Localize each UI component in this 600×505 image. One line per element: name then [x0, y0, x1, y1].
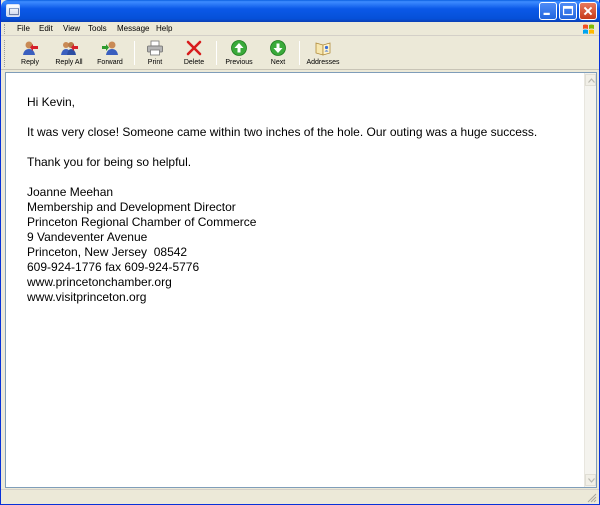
signature-title: Membership and Development Director [27, 200, 236, 214]
signature-website-link[interactable]: www.visitprinceton.org [27, 290, 147, 304]
message-body [27, 95, 567, 305]
chevron-down-icon [588, 478, 595, 483]
windows-logo-icon [582, 23, 595, 36]
menu-bar [1, 22, 599, 36]
menu-view[interactable]: View [63, 24, 81, 33]
signature-website-link[interactable]: www.princetonchamber.org [27, 275, 172, 289]
message-paragraph: Thank you for being so helpful. [27, 155, 192, 169]
reply-icon [21, 40, 39, 56]
signature-name: Joanne Meehan [27, 185, 114, 199]
title-bar[interactable] [1, 0, 600, 22]
toolbar-grip[interactable] [4, 40, 7, 67]
reply-all-button[interactable] [54, 38, 84, 68]
vertical-scrollbar[interactable] [584, 73, 596, 487]
addresses-button[interactable] [307, 38, 339, 68]
down-arrow-icon [269, 40, 287, 56]
greeting: Hi Kevin, [27, 95, 76, 109]
menu-file[interactable]: File [17, 24, 30, 33]
status-bar [1, 489, 599, 504]
toolbar-separator [299, 41, 300, 65]
resize-grip-icon[interactable] [586, 492, 597, 503]
menu-grip[interactable] [4, 24, 7, 34]
printer-icon [146, 40, 164, 56]
maximize-icon [560, 3, 576, 19]
menu-tools[interactable]: Tools [88, 24, 107, 33]
reply-all-icon [60, 40, 78, 56]
address-book-icon [314, 40, 332, 56]
up-arrow-icon [230, 40, 248, 56]
window-controls [539, 2, 597, 20]
close-button[interactable] [579, 2, 597, 20]
menu-message[interactable]: Message [117, 24, 150, 33]
maximize-button[interactable] [559, 2, 577, 20]
forward-button[interactable] [95, 38, 125, 68]
toolbar [1, 37, 599, 70]
next-button[interactable] [265, 38, 291, 68]
previous-label: Previous [225, 59, 253, 66]
delete-label: Delete [183, 59, 205, 66]
menu-edit[interactable]: Edit [39, 24, 53, 33]
previous-button[interactable] [224, 38, 254, 68]
signature-phone: 609-924-1776 fax 609-924-5776 [27, 260, 200, 274]
reply-all-label: Reply All [55, 59, 83, 66]
message-paragraph: It was very close! Someone came within two inches of the hole. Our outing was a huge success. [27, 125, 538, 139]
print-label: Print [147, 59, 163, 66]
close-icon [580, 3, 596, 19]
delete-icon [185, 40, 203, 56]
signature-organization: Princeton Regional Chamber of Commerce [27, 215, 257, 229]
scroll-up-button[interactable] [585, 74, 596, 86]
signature-street: 9 Vandeventer Avenue [27, 230, 148, 244]
minimize-button[interactable] [539, 2, 557, 20]
toolbar-separator [216, 41, 217, 65]
mail-app-icon[interactable] [6, 4, 20, 17]
print-button[interactable] [142, 38, 168, 68]
scroll-down-button[interactable] [585, 474, 596, 486]
menu-help[interactable]: Help [156, 24, 173, 33]
chevron-up-icon [588, 78, 595, 83]
forward-icon [101, 40, 119, 56]
addresses-label: Addresses [306, 59, 340, 66]
minimize-icon [540, 3, 556, 19]
signature-block [27, 185, 567, 305]
toolbar-separator [134, 41, 135, 65]
reply-button[interactable] [16, 38, 44, 68]
delete-button[interactable] [181, 38, 207, 68]
next-label: Next [270, 59, 286, 66]
signature-city: Princeton, New Jersey 08542 [27, 245, 188, 259]
message-body-pane[interactable] [5, 72, 597, 488]
forward-label: Forward [97, 59, 123, 66]
reply-label: Reply [21, 59, 39, 66]
